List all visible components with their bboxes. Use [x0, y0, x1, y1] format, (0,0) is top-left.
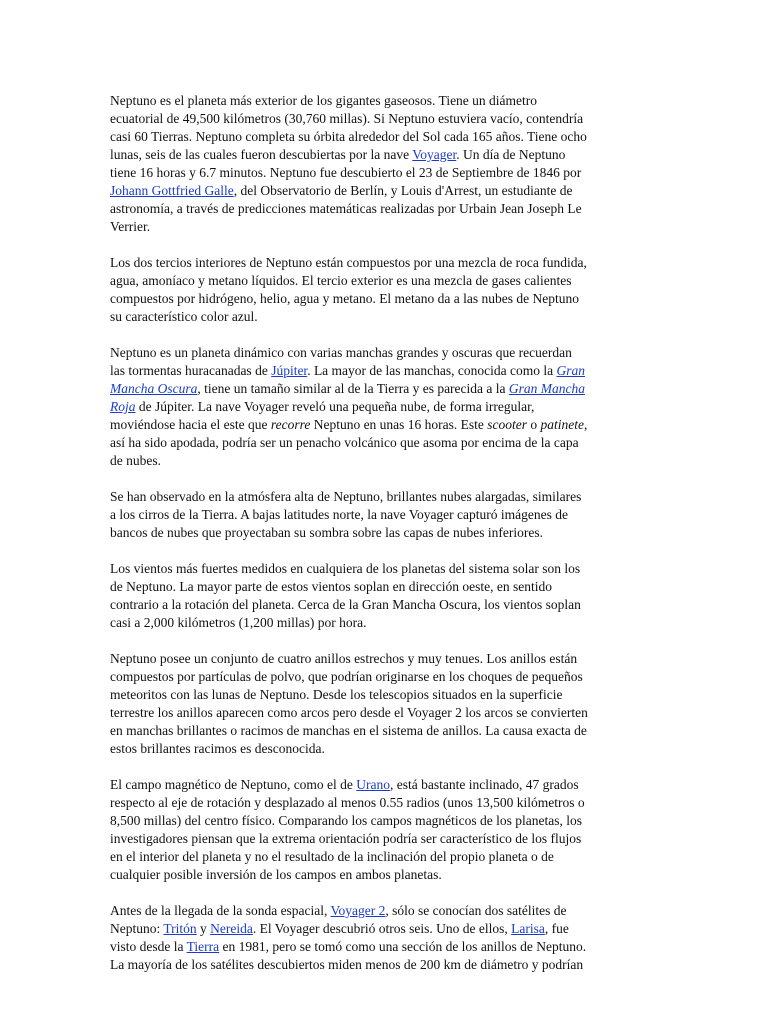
- text-run: de Neptuno. La mayor parte de estos vientos soplan en dirección oeste, en sentido: [110, 579, 552, 594]
- text-line: [110, 704, 660, 722]
- text-run: las tormentas huracanadas de: [110, 363, 272, 378]
- text-line: [110, 92, 660, 110]
- text-run: o: [527, 417, 541, 432]
- text-run: ,: [584, 417, 588, 432]
- paragraph: [110, 92, 660, 236]
- hyperlink[interactable]: Tierra: [186, 939, 220, 954]
- text-line: [110, 578, 660, 596]
- text-run: Neptuno posee un conjunto de cuatro anillos estrechos y muy tenues. Los anillos están: [110, 651, 578, 666]
- text-line: [110, 200, 660, 218]
- text-line: [110, 254, 660, 272]
- text-run: casi 60 Tierras. Neptuno completa su órbita alrededor del Sol cada 165 años. Tiene ocho: [110, 129, 587, 144]
- paragraph: [110, 344, 660, 470]
- text-run: y: [196, 921, 211, 936]
- text-line: [110, 488, 660, 506]
- text-run: El campo magnético de Neptuno, como el de: [110, 777, 357, 792]
- text-line: [110, 866, 660, 884]
- text-run: respecto al eje de rotación y desplazado al menos 0.55 radios (unos 13,500 kilómetros o: [110, 795, 585, 810]
- text-line: [110, 308, 660, 326]
- text-run: compuestos por hidrógeno, helio, agua y metano. El metano da a las nubes de Neptuno: [110, 291, 580, 306]
- text-run: su característico color azul.: [110, 309, 258, 324]
- text-line: [110, 614, 660, 632]
- text-line: [110, 740, 660, 758]
- text-run: . La mayor de las manchas, conocida como la: [307, 363, 557, 378]
- text-run: ecuatorial de 49,500 kilómetros (30,760 millas). Si Neptuno estuviera vacío, contendría: [110, 111, 584, 126]
- hyperlink[interactable]: Johann Gottfried Galle: [110, 183, 234, 198]
- text-line: [110, 938, 660, 956]
- text-line: [110, 452, 660, 470]
- text-line: [110, 416, 660, 434]
- text-line: [110, 128, 660, 146]
- text-run: Neptuno es un planeta dinámico con varias manchas grandes y oscuras que recuerdan: [110, 345, 572, 360]
- text-run: de nubes.: [110, 453, 161, 468]
- hyperlink[interactable]: Nereida: [210, 921, 253, 936]
- hyperlink[interactable]: Roja: [110, 399, 136, 414]
- text-run: , sólo se conocían dos satélites de: [385, 903, 567, 918]
- text-run: en 1981, pero se tomó como una sección de los anillos de Neptuno.: [219, 939, 587, 954]
- text-run: Neptuno es el planeta más exterior de los gigantes gaseosos. Tiene un diámetro: [110, 93, 538, 108]
- text-run: cualquier posible inversión de los campos en ambos planetas.: [110, 867, 442, 882]
- text-run: , está bastante inclinado, 47 grados: [390, 777, 579, 792]
- text-line: [110, 182, 660, 200]
- text-run: , tiene un tamaño similar al de la Tierra y es parecida a la: [197, 381, 509, 396]
- text-run: astronomía, a través de predicciones matemáticas realizadas por Urbain Jean Joseph Le: [110, 201, 582, 216]
- text-run: 8,500 millas) del centro físico. Comparando los campos magnéticos de los planetas, los: [110, 813, 583, 828]
- text-run: contrario a la rotación del planeta. Cerca de la Gran Mancha Oscura, los vientos soplan: [110, 597, 581, 612]
- text-line: [110, 524, 660, 542]
- text-run: en el interior del planeta y no el resultado de la inclinación del propio planeta o de: [110, 849, 554, 864]
- text-line: [110, 272, 660, 290]
- text-run: moviéndose hacia el este que: [110, 417, 271, 432]
- paragraph: [110, 488, 660, 542]
- text-run: , fue: [544, 921, 569, 936]
- hyperlink[interactable]: Tritón: [163, 921, 197, 936]
- text-line: [110, 380, 660, 398]
- text-run: así ha sido apodada, podría ser un penacho volcánico que asoma por encima de la capa: [110, 435, 579, 450]
- hyperlink[interactable]: Voyager: [412, 147, 457, 162]
- paragraph: [110, 254, 660, 326]
- hyperlink[interactable]: Mancha Oscura: [110, 381, 198, 396]
- text-line: [110, 560, 660, 578]
- hyperlink[interactable]: Voyager 2: [330, 903, 386, 918]
- text-line: [110, 506, 660, 524]
- paragraph: [110, 776, 660, 884]
- text-line: [110, 902, 660, 920]
- text-run: La mayoría de los satélites descubiertos miden menos de 200 km de diámetro y podrían: [110, 957, 584, 972]
- text-line: [110, 344, 660, 362]
- paragraph: [110, 902, 660, 974]
- document-body: [110, 92, 660, 992]
- hyperlink[interactable]: Júpiter: [271, 363, 308, 378]
- text-run: bancos de nubes que proyectaban su sombra sobre las capas de nubes inferiores.: [110, 525, 543, 540]
- text-run: en manchas brillantes o racimos de manchas en el sistema de anillos. La causa exacta de: [110, 723, 587, 738]
- text-line: [110, 812, 660, 830]
- text-run: meteoritos con las lunas de Neptuno. Desde los telescopios situados en la superficie: [110, 687, 563, 702]
- text-line: [110, 920, 660, 938]
- hyperlink[interactable]: Gran: [556, 363, 585, 378]
- paragraph: [110, 650, 660, 758]
- text-line: [110, 290, 660, 308]
- text-run: Los dos tercios interiores de Neptuno están compuestos por una mezcla de roca fundida,: [110, 255, 587, 270]
- text-line: [110, 434, 660, 452]
- text-line: [110, 848, 660, 866]
- text-line: [110, 146, 660, 164]
- text-run: Se han observado en la atmósfera alta de Neptuno, brillantes nubes alargadas, similares: [110, 489, 582, 504]
- hyperlink[interactable]: Urano: [356, 777, 391, 792]
- text-line: [110, 722, 660, 740]
- italic-text: patinete: [540, 417, 585, 432]
- text-line: [110, 830, 660, 848]
- paragraph: [110, 560, 660, 632]
- text-run: terrestre los anillos aparecen como arcos pero desde el Voyager 2 los arcos se convierten: [110, 705, 588, 720]
- text-line: [110, 362, 660, 380]
- text-run: de Júpiter. La nave Voyager reveló una pequeña nube, de forma irregular,: [135, 399, 535, 414]
- text-line: [110, 794, 660, 812]
- text-line: [110, 956, 660, 974]
- text-run: estos brillantes racimos es desconocida.: [110, 741, 325, 756]
- text-line: [110, 650, 660, 668]
- text-run: casi a 2,000 kilómetros (1,200 millas) por hora.: [110, 615, 367, 630]
- text-run: lunas, seis de las cuales fueron descubiertas por la nave: [110, 147, 413, 162]
- text-run: Neptuno en unas 16 horas. Este: [310, 417, 488, 432]
- text-line: [110, 398, 660, 416]
- text-line: [110, 686, 660, 704]
- text-run: Antes de la llegada de la sonda espacial,: [110, 903, 331, 918]
- text-run: . El Voyager descubrió otros seis. Uno de ellos,: [252, 921, 512, 936]
- text-run: visto desde la: [110, 939, 187, 954]
- text-run: Los vientos más fuertes medidos en cualquiera de los planetas del sistema solar son los: [110, 561, 581, 576]
- text-run: , del Observatorio de Berlín, y Louis d'Arrest, un estudiante de: [233, 183, 573, 198]
- text-line: [110, 218, 660, 236]
- text-line: [110, 596, 660, 614]
- text-line: [110, 776, 660, 794]
- hyperlink[interactable]: Larisa: [511, 921, 545, 936]
- italic-text: recorre: [270, 417, 311, 432]
- text-line: [110, 668, 660, 686]
- italic-text: scooter: [487, 417, 528, 432]
- text-run: Neptuno:: [110, 921, 164, 936]
- text-run: tiene 16 horas y 6.7 minutos. Neptuno fue descubierto el 23 de Septiembre de 1846 por: [110, 165, 582, 180]
- text-run: . Un día de Neptuno: [456, 147, 566, 162]
- hyperlink[interactable]: Gran Mancha: [508, 381, 586, 396]
- text-run: agua, amoníaco y metano líquidos. El tercio exterior es una mezcla de gases calientes: [110, 273, 572, 288]
- text-line: [110, 110, 660, 128]
- text-run: Verrier.: [110, 219, 151, 234]
- text-run: investigadores piensan que la extrema orientación podría ser característico de los flujos: [110, 831, 582, 846]
- text-run: compuestos por partículas de polvo, que podrían originarse en los choques de pequeños: [110, 669, 583, 684]
- text-run: a los cirros de la Tierra. A bajas latitudes norte, la nave Voyager capturó imágenes de: [110, 507, 568, 522]
- text-line: [110, 164, 660, 182]
